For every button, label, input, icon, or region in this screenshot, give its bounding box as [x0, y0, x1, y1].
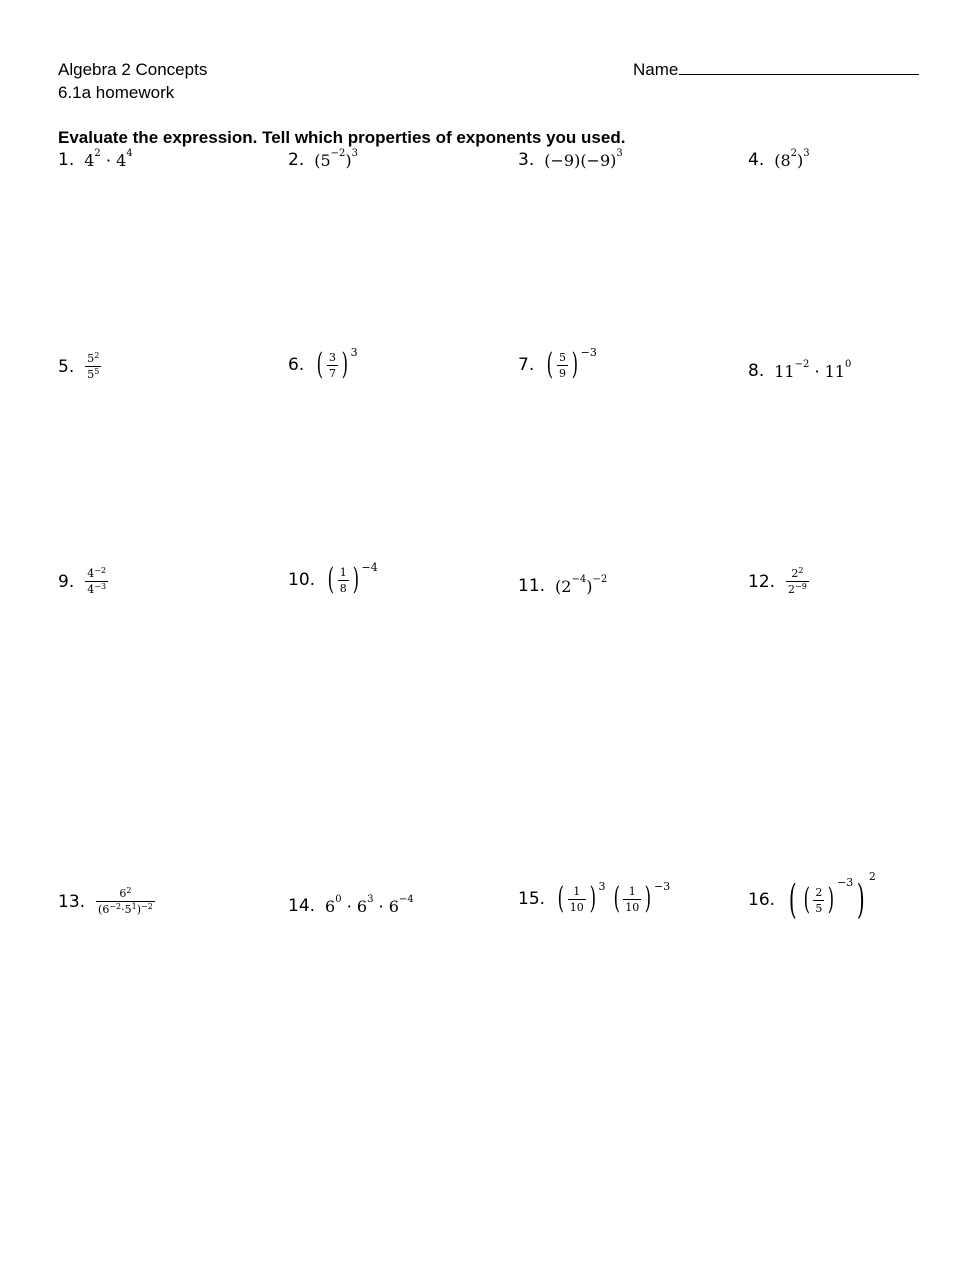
problem-number: 12. — [748, 571, 776, 592]
problem-14 — [288, 896, 414, 916]
problem-13 — [58, 887, 156, 916]
course-title: Algebra 2 Concepts — [58, 60, 208, 79]
expression: $\frac{6^2}{(6^{-2}\cdot 5^1)^{-2}}$ — [98, 886, 153, 916]
problem-number: 10. — [288, 570, 316, 590]
expression: ( 5 $^{-2}$ ) $^3$ — [314, 148, 359, 170]
expression: ( 8 $^2$ ) $^3$ — [774, 148, 810, 170]
problem-number: 11. — [518, 576, 546, 596]
expression: 11 $^{-2}$ · 11 $^0$ — [774, 359, 852, 381]
name-label: Name — [633, 60, 679, 79]
expression: ( $\frac{1}{10}$ ) 3 ( $\frac{1}{10}$ ) −3 — [557, 880, 671, 916]
name-blank-line[interactable] — [679, 58, 919, 75]
expression: (−9) (−9) $^3$ — [544, 148, 623, 170]
assignment-title: 6.1a homework — [58, 83, 175, 102]
problem-number: 2. — [288, 150, 305, 170]
expression: $\frac{5^2}{5^5}$ — [87, 351, 100, 381]
name-field[interactable] — [633, 58, 919, 81]
problem-10 — [288, 561, 378, 597]
problem-1 — [58, 150, 133, 170]
problem-number: 13. — [58, 891, 86, 912]
problem-12 — [748, 567, 810, 596]
expression: ( 2 $^{-4}$ ) $^{-2}$ — [555, 574, 608, 596]
problem-number: 5. — [58, 356, 75, 377]
problem-number: 7. — [518, 355, 535, 375]
problem-number: 14. — [288, 896, 316, 916]
problem-number: 16. — [748, 890, 776, 910]
problem-number: 6. — [288, 355, 305, 375]
problem-8 — [748, 361, 851, 381]
problem-number: 1. — [58, 150, 75, 170]
problem-3 — [518, 150, 623, 170]
expression: ( $\frac{3}{7}$ ) 3 — [316, 346, 358, 382]
problem-5 — [58, 352, 102, 381]
instructions: Evaluate the expression. Tell which properties of exponents you used. — [58, 128, 626, 147]
problem-11 — [518, 576, 607, 596]
problem-16 — [748, 870, 876, 923]
expression: 4 $^2$ · 4 $^4$ — [84, 148, 133, 170]
problem-9 — [58, 567, 109, 596]
problem-number: 15. — [518, 889, 546, 909]
problem-15 — [518, 880, 671, 916]
problem-number: 8. — [748, 361, 765, 381]
problem-number: 3. — [518, 150, 535, 170]
problem-6 — [288, 346, 358, 382]
header-left — [58, 58, 207, 104]
expression: 6 $^0$ · 6 $^3$ · 6 $^{-4}$ — [325, 894, 414, 916]
expression: ( ( $\frac{2}{5}$ ) −3 ) 2 — [788, 870, 876, 923]
problem-number: 4. — [748, 150, 765, 170]
expression: ( $\frac{1}{8}$ ) −4 — [327, 561, 378, 597]
problem-7 — [518, 346, 597, 382]
problem-2 — [288, 150, 358, 170]
problem-4 — [748, 150, 810, 170]
problem-number: 9. — [58, 571, 75, 592]
expression: ( $\frac{5}{9}$ ) −3 — [546, 346, 597, 382]
expression: $\frac{4^{-2}}{4^{-3}}$ — [87, 566, 107, 596]
expression: $\frac{2^2}{2^{-9}}$ — [788, 566, 807, 596]
